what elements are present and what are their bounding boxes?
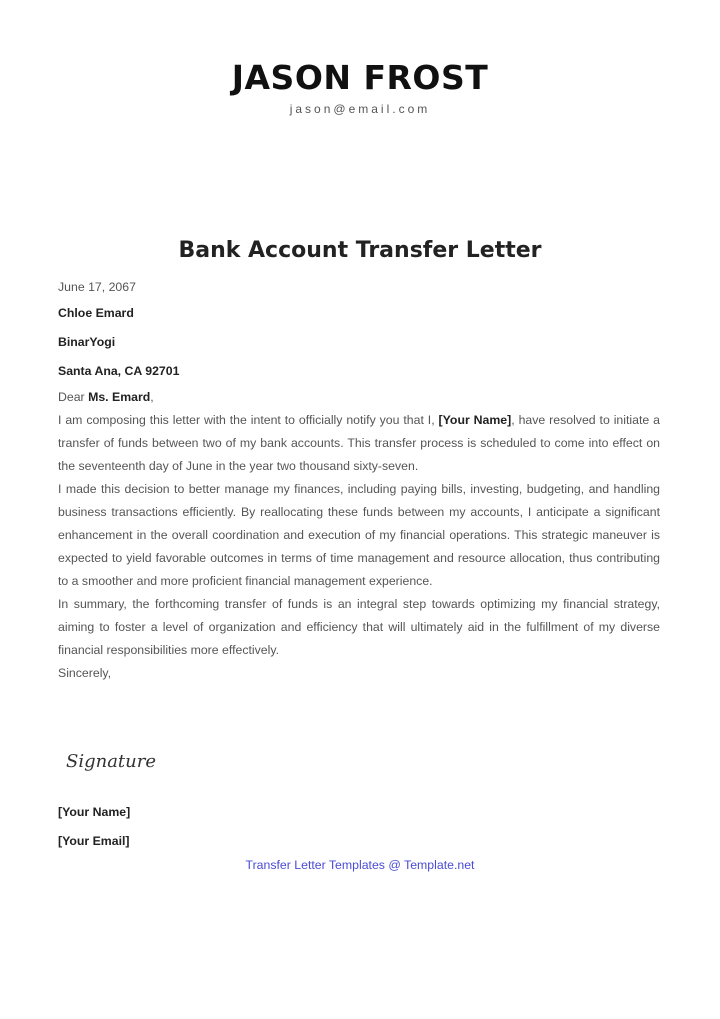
recipient-address: Santa Ana, CA 92701 [58,364,180,378]
document-title: Bank Account Transfer Letter [178,238,542,263]
salutation-suffix: , [150,390,154,404]
recipient-company: BinarYogi [58,335,116,349]
paragraph-intent-start: I am composing this letter with the intent to officially notify you that I, [58,413,439,427]
signature: Signature [66,751,157,772]
template-link-text[interactable]: Transfer Letter Templates @ Template.net [245,858,475,872]
salutation-prefix: Dear [58,390,89,404]
paragraph-intent-end: , have resolved to initiate a transfer of funds between two of my bank accounts. This transfer process is scheduled to come into effect on the seventeenth day of June in the year two thousand sixty-seven. [58,413,660,473]
salutation [58,386,660,409]
letter-date: June 17, 2067 [58,280,136,294]
your-name-placeholder: [Your Name] [438,413,512,427]
signer-email: [Your Email] [58,834,130,848]
signature-block [58,798,130,856]
sender-email-heading: jason@email.com [289,102,431,116]
salutation-name: Ms. Emard [88,390,151,404]
letter-body [58,276,660,685]
paragraph-intent [58,409,660,478]
paragraph-reason: I made this decision to better manage my finances, including paying bills, investing, budgeting, and handling business transactions efficiently. By reallocating these funds between my accounts, I anticipate a significant enhancement in the overall coordination and execution of my financial operations. This strategic maneuver is expected to yield favorable outcomes in terms of time management and resource allocation, thus contributing to a smoother and more proficient financial management experience. [58,482,660,588]
sender-name-heading: JASON FROST [231,58,489,97]
paragraph-summary: In summary, the forthcoming transfer of funds is an integral step towards optimizing my financial strategy, aiming to foster a level of organization and efficiency that will ultimately aid in the fulfillment of my diverse financial responsibilities more effectively. [58,597,660,657]
signer-name: [Your Name] [58,805,131,819]
recipient-name: Chloe Emard [58,306,134,320]
closing: Sincerely, [58,666,112,680]
template-link[interactable] [0,855,720,875]
